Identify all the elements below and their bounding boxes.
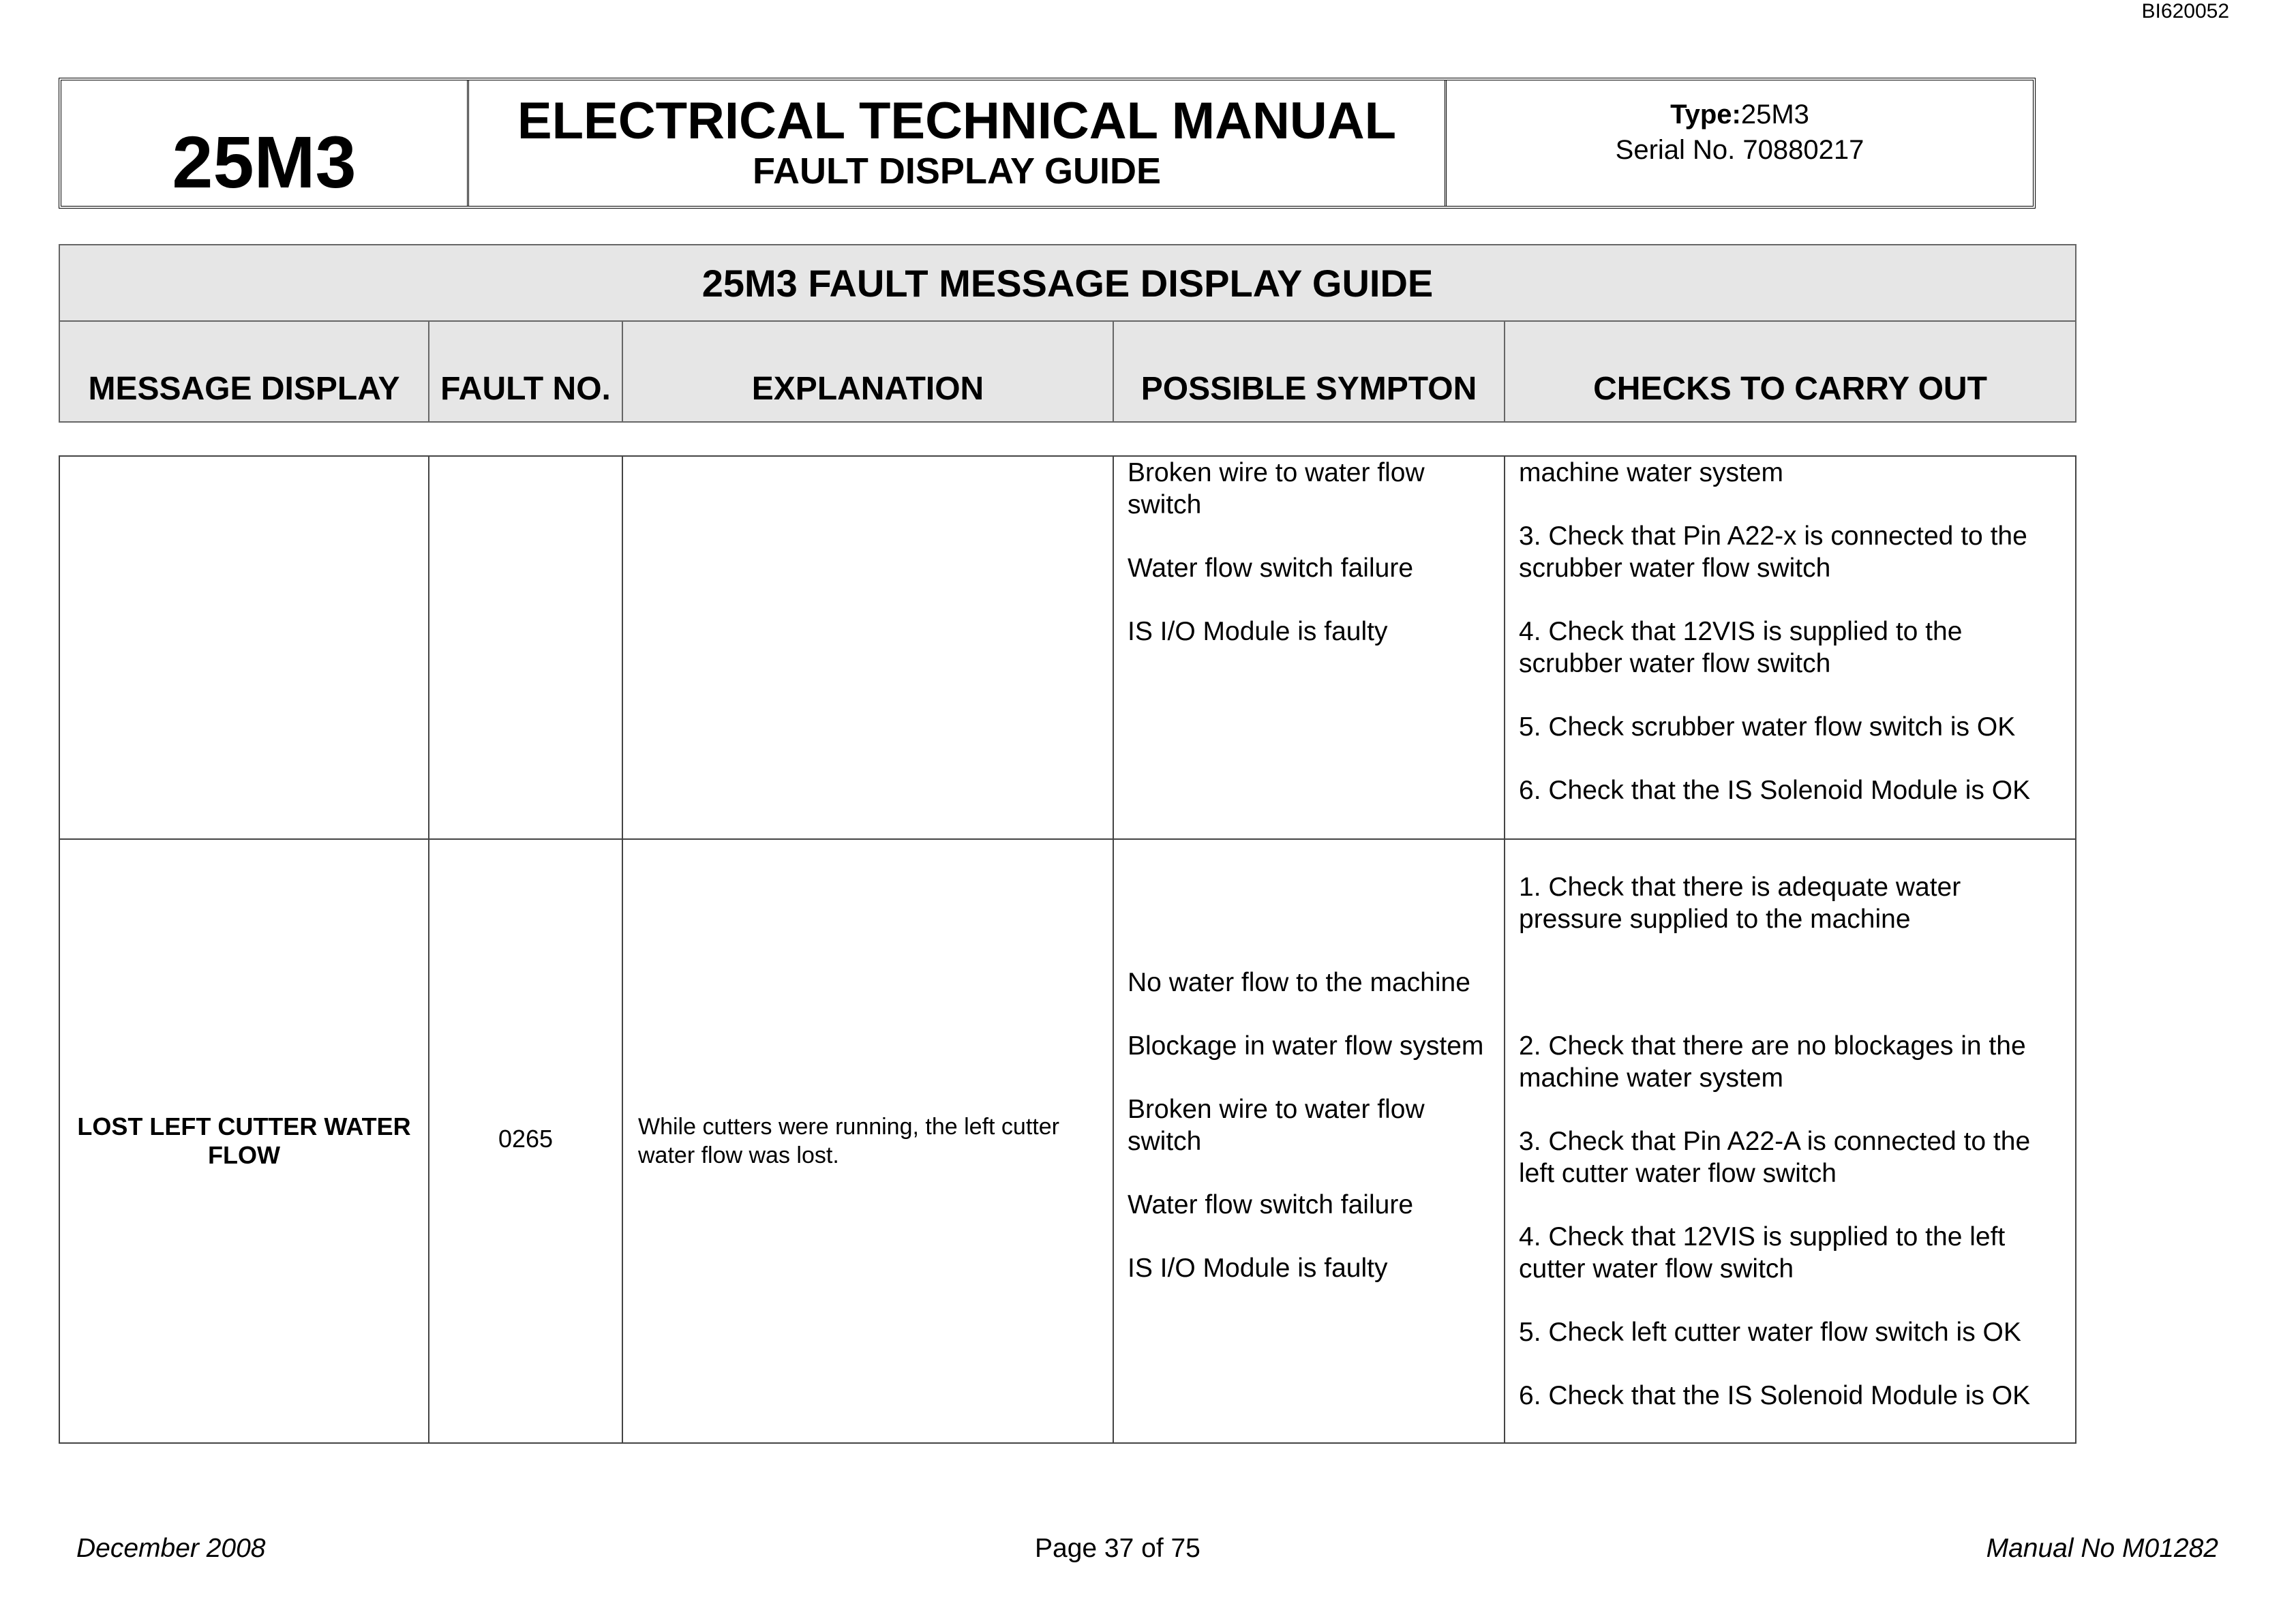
list-item: 1. Check that there is adequate water pressure supplied to the machine	[1519, 873, 1961, 934]
list-item: Water flow switch failure	[1128, 553, 1414, 583]
column-header-message-display: MESSAGE DISPLAY	[60, 322, 429, 423]
document-reference: BI620052	[2141, 0, 2229, 22]
list-item: machine water system	[1519, 458, 1783, 487]
column-header-checks: CHECKS TO CARRY OUT	[1593, 371, 1987, 407]
type-value: 25M3	[1740, 100, 1809, 130]
checks-cell	[1505, 840, 2075, 1442]
type-cell	[1447, 80, 2033, 206]
manual-subtitle: FAULT DISPLAY GUIDE	[752, 151, 1162, 192]
serial-number: Serial No. 70880217	[1615, 135, 1864, 165]
column-header-fault-no: FAULT NO.	[429, 322, 623, 423]
fault-number: 0265	[498, 1125, 554, 1153]
manual-title: ELECTRICAL TECHNICAL MANUAL	[517, 91, 1397, 150]
fault-explanation: While cutters were running, the left cutter water flow was lost.	[638, 1114, 1059, 1168]
column-header-possible-symptom: POSSIBLE SYMPTON	[1114, 322, 1505, 423]
footer-manual-number: Manual No M01282	[1986, 1534, 2218, 1563]
model-cell	[61, 80, 469, 206]
title-cell	[469, 80, 1447, 206]
type-label: Type:	[1670, 100, 1741, 130]
guide-header	[59, 244, 2076, 423]
list-item: 2. Check that there are no blockages in the machine water system	[1519, 1031, 2026, 1093]
symptom-cell	[1114, 840, 1505, 1442]
list-item: 5. Check left cutter water flow switch is OK	[1519, 1318, 2021, 1347]
table-row	[60, 840, 2075, 1442]
list-item: 6. Check that the IS Solenoid Module is OK	[1519, 1381, 2031, 1410]
list-item: 4. Check that 12VIS is supplied to the scrubber water flow switch	[1519, 617, 1963, 678]
list-item: Broken wire to water flow switch	[1128, 458, 1425, 519]
fault-no-cell	[429, 457, 623, 838]
list-item: 3. Check that Pin A22-x is connected to the scrubber water flow switch	[1519, 521, 2027, 583]
fault-no-cell	[429, 840, 623, 1442]
symptom-cell	[1114, 457, 1505, 838]
message-cell	[60, 840, 429, 1442]
column-headers	[60, 322, 2075, 423]
list-item: 5. Check scrubber water flow switch is OK	[1519, 712, 2016, 742]
checks-list	[1505, 840, 2075, 1412]
list-item: No water flow to the machine	[1128, 968, 1470, 997]
fault-table	[59, 455, 2076, 1444]
guide-title: 25M3 FAULT MESSAGE DISPLAY GUIDE	[60, 245, 2075, 322]
list-item: IS I/O Module is faulty	[1128, 617, 1388, 646]
explanation-cell	[623, 457, 1114, 838]
message-cell	[60, 457, 429, 838]
manual-header	[59, 78, 2036, 209]
list-item: 6. Check that the IS Solenoid Module is OK	[1519, 776, 2031, 805]
checks-list	[1505, 457, 2075, 806]
symptom-list	[1114, 457, 1504, 648]
checks-cell	[1505, 457, 2075, 838]
footer-date: December 2008	[76, 1534, 266, 1563]
list-item: Blockage in water flow system	[1128, 1031, 1484, 1061]
footer-page-number: Page 37 of 75	[1035, 1534, 1200, 1563]
table-row	[60, 457, 2075, 840]
column-header-explanation: EXPLANATION	[623, 322, 1114, 423]
list-item: IS I/O Module is faulty	[1128, 1254, 1388, 1283]
symptom-list	[1114, 840, 1504, 1284]
model-name: 25M3	[172, 121, 357, 203]
list-item: Broken wire to water flow switch	[1128, 1095, 1425, 1156]
explanation-cell	[623, 840, 1114, 1442]
list-item: 4. Check that 12VIS is supplied to the left cutter water flow switch	[1519, 1222, 2006, 1284]
fault-message: LOST LEFT CUTTER WATER FLOW	[77, 1112, 411, 1169]
list-item: 3. Check that Pin A22-A is connected to the left cutter water flow switch	[1519, 1127, 2031, 1188]
list-item: Water flow switch failure	[1128, 1190, 1414, 1219]
